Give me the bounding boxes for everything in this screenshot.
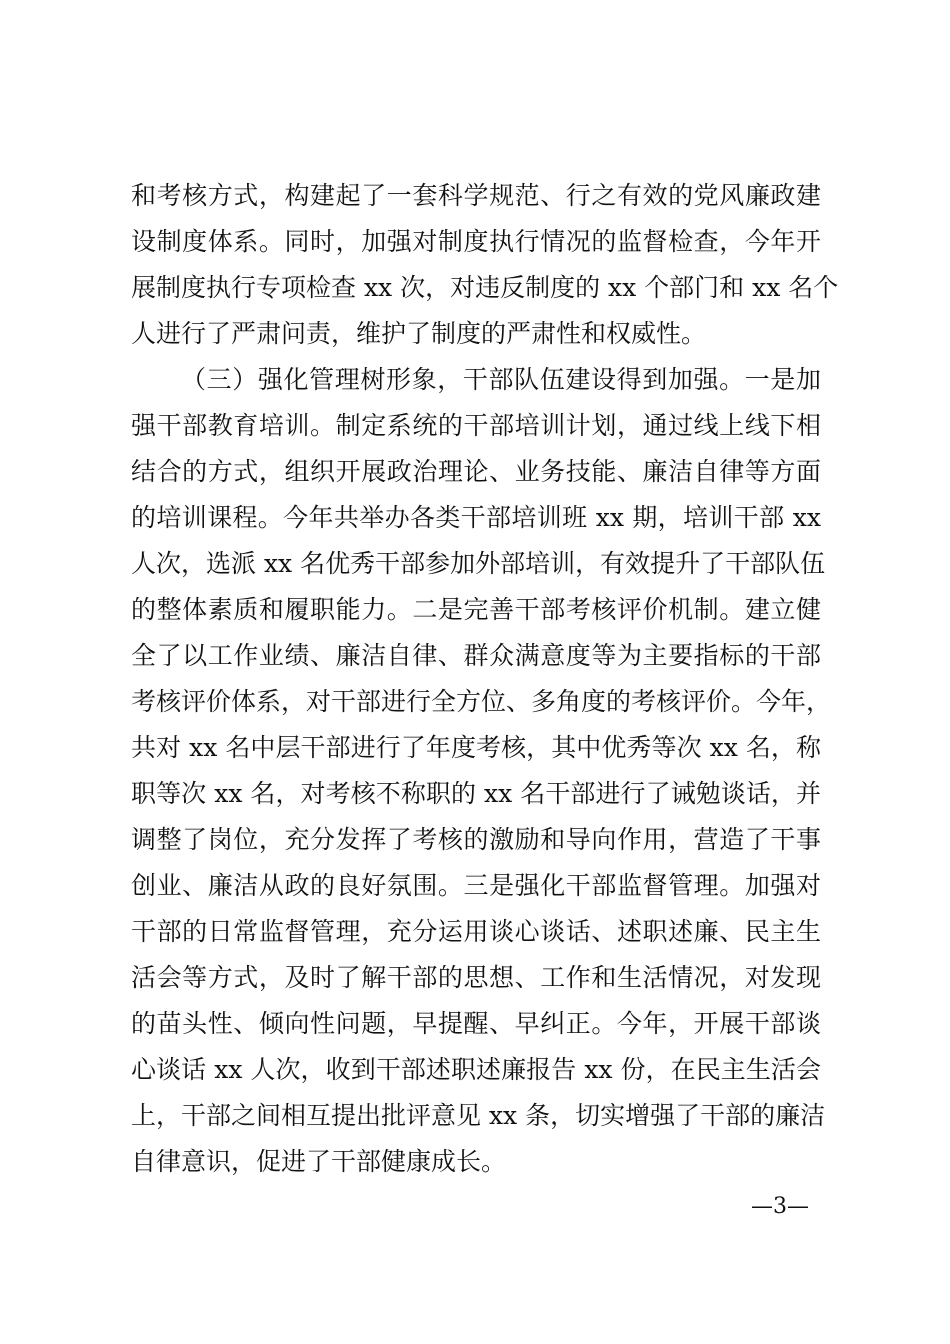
document-body [131, 173, 839, 1185]
text-line: 的苗头性、倾向性问题，早提醒、早纠正。今年，开展干部谈 [131, 1009, 821, 1038]
text-line: 结合的方式，组织开展政治理论、业务技能、廉洁自律等方面 [131, 457, 821, 486]
paragraph-cadre-team-building [131, 357, 832, 1185]
text-line: 干部的日常监督管理，充分运用谈心谈话、述职述廉、民主生 [131, 917, 821, 946]
text-line: 强干部教育培训。制定系统的干部培训计划，通过线上线下相 [131, 411, 821, 440]
page-number: —3— [751, 1194, 809, 1219]
text-line: 和考核方式，构建起了一套科学规范、行之有效的党风廉政建 [131, 181, 821, 210]
text-line: 的整体素质和履职能力。二是完善干部考核评价机制。建立健 [131, 595, 821, 624]
section-heading-line: （三）强化管理树形象，干部队伍建设得到加强。一是加 [181, 365, 821, 394]
paragraph-continued [131, 173, 839, 357]
text-line: 心谈话 xx 人次，收到干部述职述廉报告 xx 份，在民主生活会 [131, 1055, 821, 1084]
text-line: 展制度执行专项检查 xx 次，对违反制度的 xx 个部门和 xx 名个 [131, 273, 839, 302]
text-line: 上，干部之间相互提出批评意见 xx 条，切实增强了干部的廉洁 [131, 1101, 826, 1130]
text-line: 设制度体系。同时，加强对制度执行情况的监督检查，今年开 [131, 227, 821, 256]
text-line: 考核评价体系，对干部进行全方位、多角度的考核评价。今年， [131, 687, 832, 716]
text-line: 创业、廉洁从政的良好氛围。三是强化干部监督管理。加强对 [131, 871, 821, 900]
text-line: 人进行了严肃问责，维护了制度的严肃性和权威性。 [131, 319, 707, 348]
text-line: 人次，选派 xx 名优秀干部参加外部培训，有效提升了干部队伍 [131, 549, 826, 578]
text-line: 共对 xx 名中层干部进行了年度考核，其中优秀等次 xx 名，称 [131, 733, 821, 762]
text-line: 调整了岗位，充分发挥了考核的激励和导向作用，营造了干事 [131, 825, 821, 854]
text-line: 活会等方式，及时了解干部的思想、工作和生活情况，对发现 [131, 963, 821, 992]
text-line: 的培训课程。今年共举办各类干部培训班 xx 期，培训干部 xx [131, 503, 821, 532]
text-line: 全了以工作业绩、廉洁自律、群众满意度等为主要指标的干部 [131, 641, 821, 670]
text-line: 职等次 xx 名，对考核不称职的 xx 名干部进行了诫勉谈话，并 [131, 779, 821, 808]
text-line: 自律意识，促进了干部健康成长。 [131, 1147, 507, 1176]
